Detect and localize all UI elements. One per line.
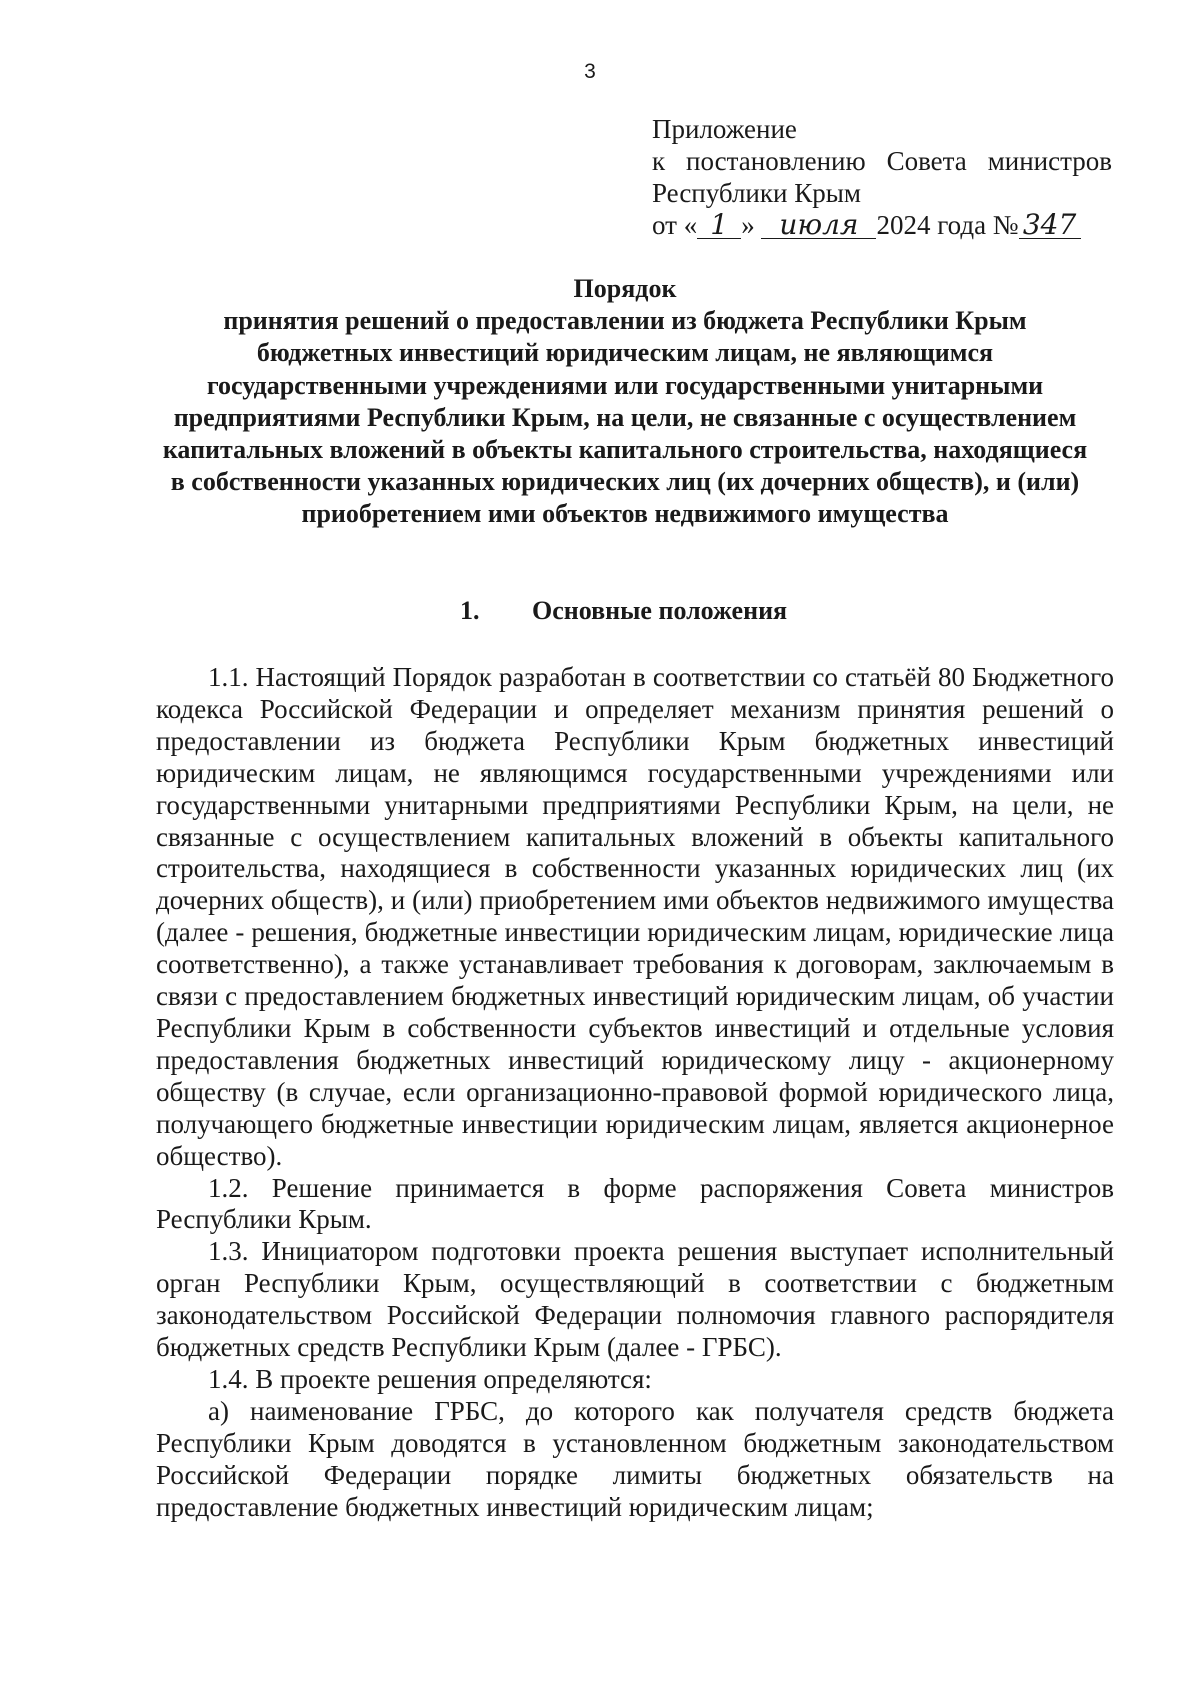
page-number: 3: [584, 60, 596, 83]
section-number: 1.: [460, 596, 480, 625]
section-title: Основные положения: [532, 596, 788, 625]
handwritten-day: 1: [697, 212, 741, 239]
appendix-block: [652, 113, 1112, 241]
title-subtitle: принятия решений о предоставлении из бюджета Республики Крым бюджетных инвестиций юридическим лицам, не являющимся государственными учреждениями или государственными унитарными предприятиями Республики Крым, на цели, не связанные с осуществлением капитальных вложений в объекты капитального строительства, находящиеся в собственности указанных юридических лиц (их дочерних обществ), и (или) приобретением ими объектов недвижимого имущества: [162, 306, 1088, 529]
appendix-line-2: к постановлению Совета министров: [652, 146, 1112, 176]
date-day-close: »: [741, 210, 755, 240]
appendix-line-1: Приложение: [652, 114, 797, 144]
paragraph-1-2: 1.2. Решение принимается в форме распоряжения Совета министров Республики Крым.: [156, 1172, 1114, 1235]
title-heading: Порядок: [573, 274, 677, 303]
appendix-date-line: [652, 209, 1112, 241]
paragraph-1-4: 1.4. В проекте решения определяются:: [208, 1363, 652, 1394]
body-text: [156, 662, 1114, 1523]
date-prefix: от «: [652, 210, 698, 240]
handwritten-number: 347: [1019, 212, 1081, 239]
handwritten-month: июля: [761, 212, 876, 239]
date-year-text: 2024 года №: [876, 210, 1019, 240]
document-title: [160, 273, 1090, 531]
appendix-line-3: Республики Крым: [652, 178, 861, 208]
paragraph-1-4-a: а) наименование ГРБС, до которого как получателя средств бюджета Республики Крым доводятся в установленном бюджетным законодательством Российской Федерации порядке лимиты бюджетных обязательств на предоставление бюджетных инвестиций юридическим лицам;: [156, 1395, 1114, 1522]
paragraph-1-1: 1.1. Настоящий Порядок разработан в соответствии со статьёй 80 Бюджетного кодекса Российской Федерации и определяет механизм принятия решений о предоставлении из бюджета Республики Крым бюджетных инвестиций юридическим лицам, не являющимся государственными учреждениями или государственными унитарными предприятиями Республики Крым, на цели, не связанные с осуществлением капитальных вложений в объекты капитального строительства, находящиеся в собственности указанных юридических лиц (их дочерних обществ), и (или) приобретением ими объектов недвижимого имущества (далее - решения, бюджетные инвестиции юридическим лицам, юридические лица соответственно), а также устанавливает требования к договорам, заключаемым в связи с предоставлением бюджетных инвестиций юридическим лицам, об участии Республики Крым в собственности субъектов инвестиций и отдельные условия предоставления бюджетных инвестиций юридическому лицу - акционерному обществу (в случае, если организационно-правовой формой юридического лица, получающего бюджетные инвестиции юридическим лицам, является акционерное общество).: [156, 662, 1114, 1171]
paragraph-1-3: 1.3. Инициатором подготовки проекта решения выступает исполнительный орган Республики Крым, осуществляющий в соответствии с бюджетным законодательством Российской Федерации полномочия главного распорядителя бюджетных средств Республики Крым (далее - ГРБС).: [156, 1236, 1114, 1363]
